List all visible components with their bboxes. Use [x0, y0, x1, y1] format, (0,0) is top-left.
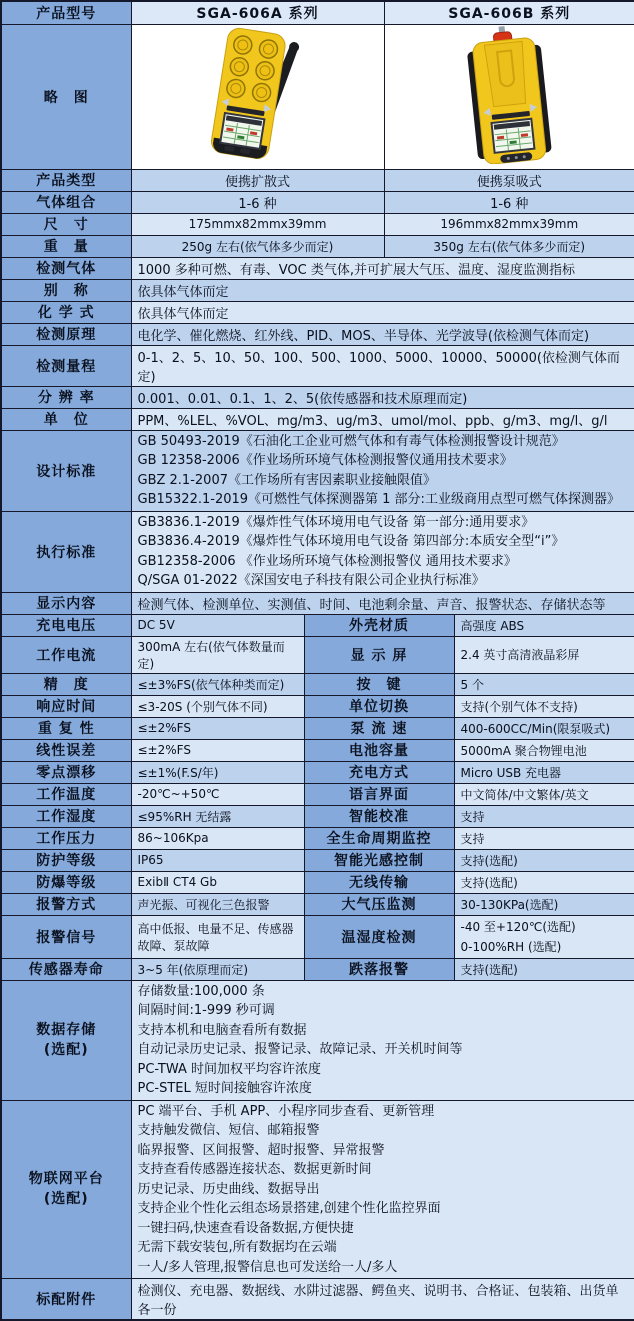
row-value: 支持: [454, 827, 634, 849]
iot-line: 支持企业个性化云组态场景搭建,创建个性化监控界面: [137, 1201, 441, 1216]
product-model-header: 产品型号: [1, 1, 131, 24]
row-label: 标配附件: [1, 1279, 131, 1321]
row-label: 检测气体: [1, 257, 131, 279]
row-value-a: 便携扩散式: [131, 169, 384, 191]
row-value-a: 250g 左右(依气体多少而定): [131, 235, 384, 257]
row-label-line: (选配): [43, 1042, 89, 1058]
row-value: -20℃~+50℃: [131, 783, 304, 805]
row-value-b: 便携泵吸式: [384, 169, 634, 191]
iot-line: 无需下载安装包,所有数据均在云端: [137, 1240, 337, 1255]
table-row-alarm-signal: [1, 915, 634, 958]
row-value: 5000mA 聚合物锂电池: [454, 739, 634, 761]
row-label: 化 学 式: [1, 301, 131, 323]
table-row: [1, 805, 634, 827]
storage-line: PC-STEL 短时间接触容许浓度: [137, 1081, 312, 1096]
row-label: 无线传输: [304, 871, 454, 893]
table-row: [1, 345, 634, 386]
table-row: [1, 871, 634, 893]
row-label: 零点漂移: [1, 761, 131, 783]
device-a-image-cell: [131, 24, 384, 169]
table-row: [1, 673, 634, 695]
iot-line: 一键扫码,快速查看设备数据,方便快捷: [137, 1220, 354, 1236]
iot-line: 支持查看传感器连接状态、数据更新时间: [137, 1162, 372, 1177]
series-a-header: SGA-606A 系列: [131, 1, 384, 24]
iot-line: 临界报警、区间报警、超时报警、异常报警: [137, 1142, 385, 1158]
row-value: 高强度 ABS: [454, 614, 634, 636]
row-label: 产品类型: [1, 169, 131, 191]
row-label: 尺 寸: [1, 213, 131, 235]
row-value: 声光振、可视化三色报警: [131, 893, 304, 915]
row-value: [454, 915, 634, 958]
row-label: 单位切换: [304, 695, 454, 717]
row-label: 温湿度检测: [304, 915, 454, 958]
row-label: 线性误差: [1, 739, 131, 761]
table-row: [1, 717, 634, 739]
table-row: [1, 958, 634, 980]
row-value: 300mA 左右(依气体数量而定): [131, 636, 304, 673]
row-value: PPM、%LEL、%VOL、mg/m3、ug/m3、umol/mol、ppb、g/m3、mg/l、g/l: [131, 408, 634, 430]
row-value: ≤95%RH 无结露: [131, 805, 304, 827]
standard-line: Q/SGA 01-2022《深国安电子科技有限公司企业执行标准》: [137, 573, 485, 588]
iot-line: 历史记录、历史曲线、数据导出: [137, 1181, 320, 1197]
table-row: [1, 191, 634, 213]
series-b-header: SGA-606B 系列: [384, 1, 634, 24]
row-label: 电池容量: [304, 739, 454, 761]
row-label: 外壳材质: [304, 614, 454, 636]
row-label-line: (选配): [43, 1191, 89, 1208]
table-row-iot-platform: [1, 1100, 634, 1279]
table-row: [1, 301, 634, 323]
iot-line: PC 端平台、手机 APP、小程序同步查看、更新管理: [137, 1103, 435, 1119]
row-label: 气体组合: [1, 191, 131, 213]
sketch-label: 略 图: [1, 24, 131, 169]
row-label: [1, 1100, 131, 1279]
row-value: 支持: [454, 805, 634, 827]
row-value: ≤3-20S (个别气体不同): [131, 695, 304, 717]
row-value: IP65: [131, 849, 304, 871]
row-label: 泵 流 速: [304, 717, 454, 739]
row-label: 防护等级: [1, 849, 131, 871]
row-label: 分 辨 率: [1, 386, 131, 408]
row-value-multiline: [131, 980, 634, 1100]
row-value: 400-600CC/Min(限泵吸式): [454, 717, 634, 739]
row-label: 检测原理: [1, 323, 131, 345]
iot-line: 一人/多人管理,报警信息也可发送给一人/多人: [137, 1259, 398, 1275]
row-value: ≤±1%(F.S/年): [131, 761, 304, 783]
row-label: 显示内容: [1, 592, 131, 614]
row-label: 报警信号: [1, 915, 131, 958]
row-value: 30-130KPa(选配): [454, 893, 634, 915]
device-b-image-cell: [384, 24, 634, 169]
table-row-exec-standards: [1, 511, 634, 592]
iot-line: 支持触发微信、短信、邮箱报警: [137, 1123, 320, 1138]
table-row: [1, 235, 634, 257]
table-row: [1, 213, 634, 235]
table-row-accessories: [1, 1279, 634, 1321]
row-label: 单 位: [1, 408, 131, 430]
row-label: 重 复 性: [1, 717, 131, 739]
table-row: [1, 323, 634, 345]
row-value: ≤±3%FS(依气体种类而定): [131, 673, 304, 695]
row-value: ExibⅡ CT4 Gb: [131, 871, 304, 893]
storage-line: PC-TWA 时间加权平均容许浓度: [137, 1061, 322, 1077]
standard-line: GB3836.1-2019《爆炸性气体环境用电气设备 第一部分:通用要求》: [137, 514, 535, 530]
standard-line: GB15322.1-2019《可燃性气体探测器第 1 部分:工业级商用点型可燃气体探测器》: [137, 492, 620, 507]
table-row-header: [1, 1, 634, 24]
row-label: 语言界面: [304, 783, 454, 805]
row-value: DC 5V: [131, 614, 304, 636]
row-value: 0.001、0.01、0.1、1、2、5(依传感器和技术原理而定): [131, 386, 634, 408]
row-value: 检测气体、检测单位、实测值、时间、电池剩余量、声音、报警状态、存储状态等: [131, 592, 634, 614]
storage-line: 存储数量:100,000 条: [137, 983, 265, 999]
table-row: [1, 169, 634, 191]
row-label: 工作湿度: [1, 805, 131, 827]
row-value: 检测仪、充电器、数据线、水阱过滤器、鳄鱼夹、说明书、合格证、包装箱、出货单各一份: [131, 1279, 634, 1321]
temp-humidity-line: -40 至+120℃(选配): [460, 919, 576, 934]
device-a-image: [183, 26, 333, 164]
row-value-b: 350g 左右(依气体多少而定): [384, 235, 634, 257]
standard-line: GB12358-2006 《作业场所环境气体检测报警仪 通用技术要求》: [137, 553, 517, 569]
row-label: 工作电流: [1, 636, 131, 673]
table-row: [1, 614, 634, 636]
row-label: 工作压力: [1, 827, 131, 849]
row-value-multiline: [131, 430, 634, 511]
row-value-multiline: [131, 511, 634, 592]
row-value: 支持(选配): [454, 871, 634, 893]
table-row-sketch: [1, 24, 634, 169]
storage-line: 支持本机和电脑查看所有数据: [137, 1022, 307, 1038]
row-label: 充电方式: [304, 761, 454, 783]
table-row: [1, 279, 634, 301]
row-value: Micro USB 充电器: [454, 761, 634, 783]
table-row: [1, 849, 634, 871]
table-row: [1, 257, 634, 279]
row-value: 依具体气体而定: [131, 279, 634, 301]
table-row: [1, 408, 634, 430]
device-b-image: [434, 26, 584, 164]
table-row: [1, 783, 634, 805]
row-label-line: 数据存储: [36, 1022, 97, 1038]
row-label: 大气压监测: [304, 893, 454, 915]
row-label: 按 键: [304, 673, 454, 695]
table-row: [1, 761, 634, 783]
row-value: 支持(个别气体不支持): [454, 695, 634, 717]
row-label: 报警方式: [1, 893, 131, 915]
row-value: 依具体气体而定: [131, 301, 634, 323]
table-row: [1, 592, 634, 614]
row-value-b: 196mmx82mmx39mm: [384, 213, 634, 235]
row-label: 检测量程: [1, 345, 131, 386]
row-value-a: 175mmx82mmx39mm: [131, 213, 384, 235]
row-label: 显 示 屏: [304, 636, 454, 673]
row-label: 执行标准: [1, 511, 131, 592]
table-row: [1, 636, 634, 673]
table-row: [1, 893, 634, 915]
storage-line: 自动记录历史记录、报警记录、故障记录、开关机时间等: [137, 1042, 463, 1057]
row-value: 高中低报、电量不足、传感器故障、泵故障: [131, 915, 304, 958]
row-value: 86~106Kpa: [131, 827, 304, 849]
standard-line: GB 12358-2006《作业场所环境气体检测报警仪通用技术要求》: [137, 453, 513, 468]
row-value-multiline: [131, 1100, 634, 1279]
table-row-data-storage: [1, 980, 634, 1100]
row-label: 重 量: [1, 235, 131, 257]
standard-line: GB3836.4-2019《爆炸性气体环境用电气设备 第四部分:本质安全型“i”》: [137, 534, 565, 549]
row-label: 工作温度: [1, 783, 131, 805]
row-value: 支持(选配): [454, 849, 634, 871]
row-value: 电化学、催化燃烧、红外线、PID、MOS、半导体、光学波导(依检测气体而定): [131, 323, 634, 345]
row-label: 设计标准: [1, 430, 131, 511]
row-label: 响应时间: [1, 695, 131, 717]
standard-line: GBZ 2.1-2007《工作场所有害因素职业接触限值》: [137, 472, 436, 488]
table-row: [1, 695, 634, 717]
row-value-a: 1-6 种: [131, 191, 384, 213]
row-value: 支持(选配): [454, 958, 634, 980]
standard-line: GB 50493-2019《石油化工企业可燃气体和有毒气体检测报警设计规范》: [137, 433, 565, 449]
row-label: 全生命周期监控: [304, 827, 454, 849]
row-label: 精 度: [1, 673, 131, 695]
row-label-line: 物联网平台: [28, 1171, 104, 1188]
row-label: 智能校准: [304, 805, 454, 827]
table-row-design-standards: [1, 430, 634, 511]
table-row: [1, 739, 634, 761]
storage-line: 间隔时间:1-999 秒可调: [137, 1003, 275, 1018]
row-label: 别 称: [1, 279, 131, 301]
row-value: 5 个: [454, 673, 634, 695]
table-row: [1, 386, 634, 408]
row-value: 0-1、2、5、10、50、100、500、1000、5000、10000、50000(依检测气体而定): [131, 345, 634, 386]
row-value: ≤±2%FS: [131, 717, 304, 739]
row-label: 跌落报警: [304, 958, 454, 980]
row-value-b: 1-6 种: [384, 191, 634, 213]
row-value: 中文简体/中文繁体/英文: [454, 783, 634, 805]
row-value: ≤±2%FS: [131, 739, 304, 761]
row-label: 充电电压: [1, 614, 131, 636]
row-value: 2.4 英寸高清液晶彩屏: [454, 636, 634, 673]
row-label: 防爆等级: [1, 871, 131, 893]
row-label: 智能光感控制: [304, 849, 454, 871]
table-row: [1, 827, 634, 849]
row-value: 3~5 年(依原理而定): [131, 958, 304, 980]
row-value: 1000 多种可燃、有毒、VOC 类气体,并可扩展大气压、温度、湿度监测指标: [131, 257, 634, 279]
temp-humidity-line: 0-100%RH (选配): [460, 939, 562, 954]
row-label: 传感器寿命: [1, 958, 131, 980]
row-label: [1, 980, 131, 1100]
